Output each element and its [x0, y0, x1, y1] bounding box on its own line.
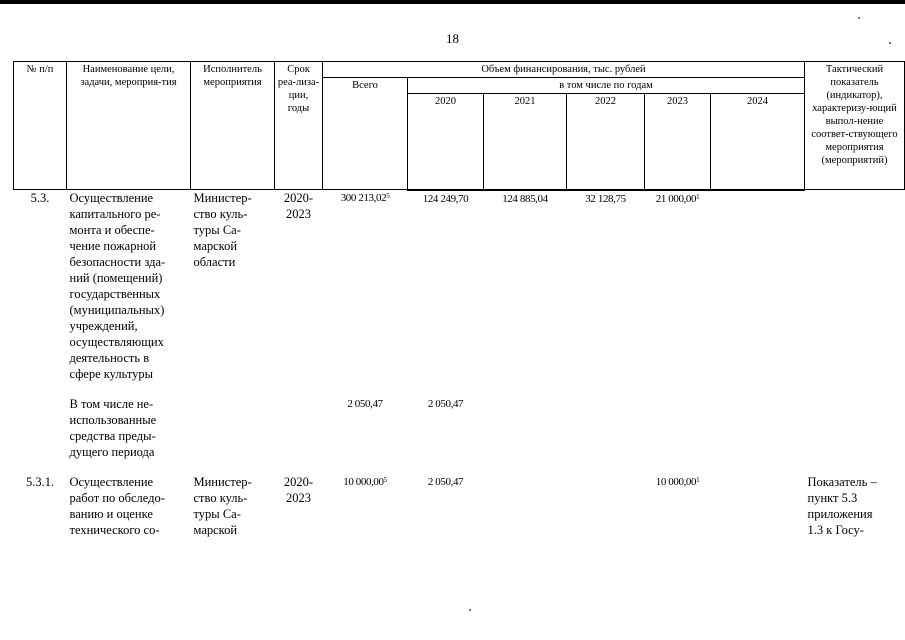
header-year-2022: 2022 — [567, 94, 645, 190]
header-number: № п/п — [14, 62, 67, 190]
row-2020 — [408, 474, 484, 538]
header-by-years: в том числе по годам — [408, 78, 805, 94]
cell-line: Осуществление — [69, 475, 154, 489]
header-year-2021: 2021 — [484, 94, 567, 190]
table-row — [14, 474, 905, 538]
cell-line: ний (помещений) — [69, 271, 163, 285]
amount-value: 21 000,00 — [655, 192, 697, 205]
row-2024 — [711, 396, 805, 460]
header-total: Всего — [323, 78, 408, 190]
footnote-mark: 1 — [696, 192, 700, 201]
row-indicator — [805, 190, 905, 383]
cell-line: области — [193, 255, 236, 269]
amount-value: 300 213,02 — [340, 192, 387, 204]
row-2021 — [484, 474, 567, 538]
cell-line: работ по обследо- — [69, 491, 165, 505]
cell-line: 2020- — [283, 475, 314, 489]
row-2023 — [645, 474, 711, 538]
amount-value: 2 050,47 — [427, 476, 464, 488]
row-executor — [191, 396, 275, 460]
header-funding: Объем финансирования, тыс. рублей — [323, 62, 805, 78]
cell-line: государственных — [69, 287, 161, 301]
row-executor — [191, 474, 275, 538]
row-number — [14, 396, 67, 460]
header-name: Наименование цели, задачи, мероприя-тия — [67, 62, 191, 190]
cell-line: ванию и оценке — [69, 507, 153, 521]
cell-line: безопасности зда- — [69, 255, 166, 269]
cell-line: приложения — [807, 507, 873, 521]
row-2022 — [567, 396, 645, 460]
scan-top-edge — [0, 0, 905, 4]
cell-line: технического со- — [69, 523, 160, 537]
row-spacer — [14, 460, 905, 474]
header-executor: Исполнитель мероприятия — [191, 62, 275, 190]
row-indicator — [805, 474, 905, 538]
amount-value: 10 000,00 — [343, 476, 384, 488]
cell-line: марской — [193, 523, 238, 537]
cell-line: деятельность в — [69, 351, 150, 365]
row-2023 — [645, 190, 711, 383]
cell-line: Осуществление — [69, 191, 154, 205]
cell-line: туры Са- — [193, 223, 241, 237]
cell-line: учреждений, — [69, 319, 138, 333]
cell-line: В том числе не- — [69, 397, 154, 411]
scan-speck — [889, 42, 891, 44]
cell-line: монта и обеспе- — [69, 223, 155, 237]
row-executor — [191, 190, 275, 383]
row-total — [323, 190, 408, 383]
cell-line: пункт 5.3 — [807, 491, 858, 505]
page-number: 18 — [446, 31, 459, 46]
row-name — [67, 396, 191, 460]
cell-line: (муниципальных) — [69, 303, 165, 317]
row-2024 — [711, 190, 805, 383]
table-body — [14, 190, 905, 539]
amount-value: 32 128,75 — [585, 192, 626, 205]
cell-line: туры Са- — [193, 507, 241, 521]
cell-line: 1.3 к Госу- — [807, 523, 864, 537]
header-year-2023: 2023 — [645, 94, 711, 190]
cell-line: Показатель – — [807, 475, 877, 489]
footnote-mark: 5 — [386, 192, 390, 200]
header-year-2020: 2020 — [408, 94, 484, 190]
row-2021 — [484, 190, 567, 383]
cell-line: 2023 — [286, 491, 311, 505]
amount-value: 2 050,47 — [427, 398, 464, 410]
row-name — [67, 474, 191, 538]
cell-line: 2020- — [283, 191, 314, 205]
header-indicator: Тактический показатель (индикатор), характеризу-ющий выпол-нение соответ-ствующего мероприятия (мероприятий) — [805, 62, 905, 190]
footnote-mark: 5 — [383, 476, 387, 484]
row-2023 — [645, 396, 711, 460]
cell-line: Министер- — [193, 191, 252, 205]
row-term — [275, 396, 323, 460]
row-name — [67, 190, 191, 383]
cell-line: использованные — [69, 413, 157, 427]
row-total — [323, 474, 408, 538]
cell-line: 2023 — [286, 207, 311, 221]
table-row — [14, 190, 905, 383]
cell-line: Министер- — [193, 475, 252, 489]
amount-value: 2 050,47 — [347, 398, 383, 410]
amount-value: 124 249,70 — [422, 192, 469, 205]
row-2021 — [484, 396, 567, 460]
row-2022 — [567, 474, 645, 538]
row-spacer — [14, 382, 905, 396]
row-number: 5.3. — [30, 191, 50, 205]
table-row — [14, 396, 905, 460]
cell-line: чение пожарной — [69, 239, 157, 253]
amount-value: 124 885,04 — [502, 192, 548, 205]
cell-line: средства преды- — [69, 429, 156, 443]
cell-line: осуществляющих — [69, 335, 164, 349]
row-2020 — [408, 190, 484, 383]
row-2024 — [711, 474, 805, 538]
cell-line: дущего периода — [69, 445, 155, 459]
cell-line: марской — [193, 239, 238, 253]
header-term: Срок реа-лиза-ции, годы — [275, 62, 323, 190]
row-indicator — [805, 396, 905, 460]
footnote-mark: 1 — [696, 476, 700, 484]
cell-line: ство куль- — [193, 207, 248, 221]
row-term — [275, 474, 323, 538]
funding-table — [13, 61, 905, 538]
cell-line: ство куль- — [193, 491, 248, 505]
cell-line: сфере культуры — [69, 367, 154, 381]
row-term — [275, 190, 323, 383]
row-2022 — [567, 190, 645, 383]
cell-line: капитального ре- — [69, 207, 161, 221]
header-year-2024: 2024 — [711, 94, 805, 190]
row-2020 — [408, 396, 484, 460]
scan-speck — [858, 17, 860, 19]
row-total — [323, 396, 408, 460]
amount-value: 10 000,00 — [655, 476, 697, 488]
row-number: 5.3.1. — [25, 475, 55, 489]
scan-speck — [469, 609, 471, 611]
